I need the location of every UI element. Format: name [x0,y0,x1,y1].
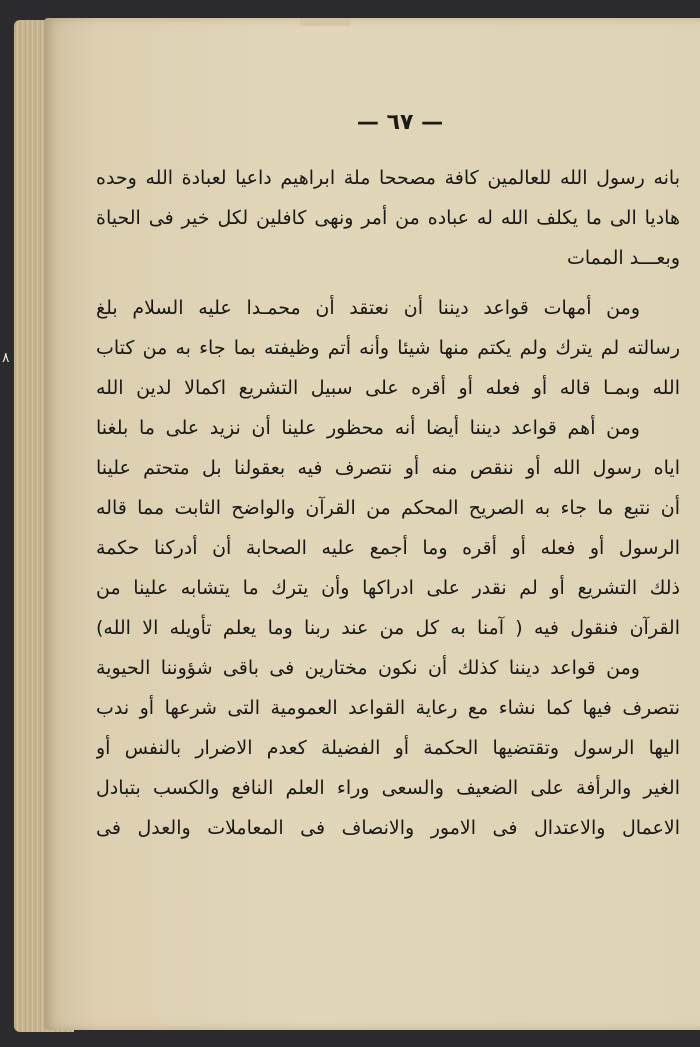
text-line: الرسول أو فعله أو أقره وما أجمع عليه الصحابة أن أدركنا حكمة [96,537,680,559]
text-line: الغير والرأفة على الضعيف والسعى وراء العلم النافع والكسب بتبادل [96,777,680,799]
side-mark: ٨ [2,350,10,366]
text-line: ذلك التشريع أو لم نقدر على ادراكها وأن يترك ما يتشابه علينا من [96,577,680,599]
text-line: الله وبمـا قاله أو فعله أو أقره على سبيل التشريع اكمالا لدين الله [96,377,680,399]
text-line: اليها الرسول وتقتضيها الحكمة أو الفضيلة كعدم الاضرار بالنفس أو [96,737,680,759]
text-line: ومن قواعد ديننا كذلك أن نكون مختارين فى باقى شؤوننا الحيوية [96,657,640,679]
text-line: القرآن فنقول فيه ( آمنا به كل من عند ربنا وما يعلم تأويله الا الله) [96,617,680,639]
text-line: رسالته لم يترك ولم يكتم منها شيئا وأنه أتم وظيفته بما جاء به من كتاب [96,337,680,359]
text-line: ومن أهم قواعد ديننا أيضا أنه محظور علينا أن نزيد على ما بلغنا [96,417,640,439]
text-line: بانه رسول الله للعالمين كافة مصححا ملة ابراهيم داعيا لعبادة الله وحده [96,167,680,189]
text-line: وبعـــد الممات [566,247,680,269]
page-top-mark [300,18,350,26]
text-line: الاعمال والاعتدال فى الامور والانصاف فى المعاملات والعدل فى [96,817,680,839]
text-line: أن نتبع ما جاء به الصريح المحكم من القرآن والواضح الثابت مما قاله [96,497,680,519]
body-text [96,158,680,848]
text-line: ومن أمهات قواعد ديننا أن نعتقد أن محمـدا عليه السلام بلغ [96,297,640,319]
text-line: اياه رسول الله أو ننقص منه أو نتصرف فيه بعقولنا بل متحتم علينا [96,457,680,479]
text-line: هاديا الى ما يكلف الله له عباده من أمر ونهى كافلين لكل خير فى الحياة [96,207,680,229]
text-line: نتصرف فيها كما نشاء مع رعاية القواعد العمومية التى شرعها أو ندب [96,697,680,719]
page-number: — ٦٧ — [356,110,444,135]
